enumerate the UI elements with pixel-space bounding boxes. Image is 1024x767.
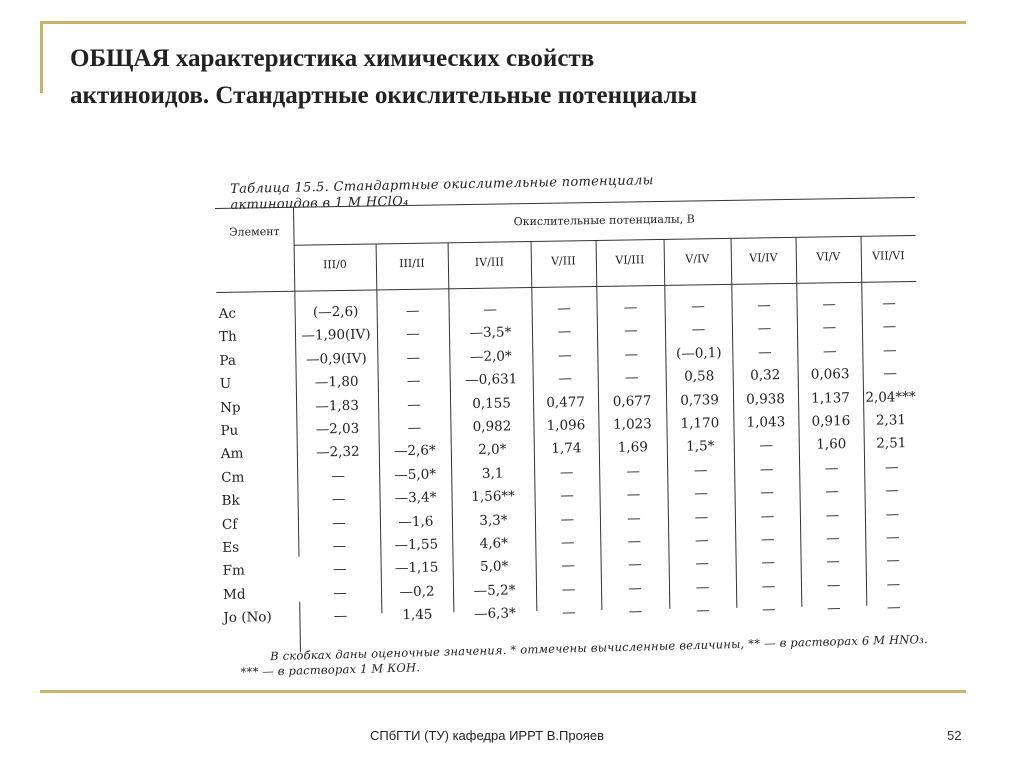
- potential-cell: —: [822, 319, 837, 336]
- potential-cell: —: [691, 321, 706, 338]
- page-number: 52: [947, 728, 962, 743]
- potential-cell: —: [883, 365, 898, 382]
- header-bottom-rule: [216, 281, 916, 293]
- potential-cell: —: [885, 505, 900, 523]
- element-name: Pa: [219, 352, 237, 369]
- potential-cell: —0,9(IV): [305, 350, 367, 368]
- potential-cell: 3,1: [481, 465, 504, 482]
- potential-cell: —: [886, 552, 900, 569]
- column-header: III/II: [399, 256, 425, 271]
- column-header: III/0: [322, 257, 347, 272]
- potential-cell: —2,6*: [393, 442, 436, 460]
- element-name: Th: [218, 329, 237, 346]
- potential-cell: —: [558, 370, 573, 387]
- frame-top-rule: [40, 21, 966, 24]
- potential-cell: —: [760, 484, 774, 501]
- potential-cell: —: [332, 514, 346, 531]
- potential-cell: 0,739: [680, 391, 720, 409]
- potential-cell: —2,03: [315, 420, 360, 438]
- potential-cell: —: [882, 342, 897, 359]
- potential-cell: —: [331, 467, 346, 484]
- potential-cell: 3,3*: [479, 512, 508, 529]
- potential-cell: —1,15: [394, 559, 439, 577]
- potential-cell: —: [561, 557, 576, 574]
- potential-cell: —: [824, 460, 839, 477]
- frame-left-rule: [40, 21, 43, 93]
- potentials-table: [215, 196, 962, 678]
- potential-cell: —5,0*: [394, 466, 437, 484]
- potential-cell: —: [760, 531, 775, 548]
- element-name: Md: [222, 586, 246, 603]
- element-name: U: [219, 375, 232, 393]
- potential-cell: 0,58: [684, 368, 715, 385]
- potential-cell: —: [826, 577, 841, 594]
- potential-cell: —: [407, 419, 422, 436]
- potential-cell: —: [560, 510, 575, 528]
- potential-cell: 0,155: [472, 394, 512, 412]
- potential-cell: —6,3*: [473, 605, 516, 623]
- potential-cell: —: [825, 530, 840, 547]
- element-name: Jo (No): [223, 609, 272, 627]
- potential-cell: —: [759, 437, 774, 454]
- potential-cell: —: [885, 482, 899, 499]
- potential-cell: —: [760, 507, 775, 525]
- potential-cell: 1,023: [613, 416, 652, 433]
- potential-cell: —: [624, 322, 638, 339]
- potential-cell: —: [557, 347, 572, 364]
- element-name: Es: [222, 539, 240, 556]
- potential-cell: 4,6*: [479, 535, 509, 552]
- potential-cell: 2,51: [876, 435, 907, 453]
- potential-cell: 0,938: [746, 390, 786, 408]
- scanned-table-image: [215, 173, 955, 693]
- potential-cell: 0,477: [546, 393, 586, 411]
- potential-cell: —: [696, 602, 710, 619]
- element-name: Cm: [221, 469, 245, 486]
- potential-cell: —1,83: [315, 397, 360, 415]
- potential-cell: —0,2: [399, 583, 435, 600]
- potential-cell: 1,043: [746, 414, 786, 431]
- group-header-rule: [294, 235, 916, 246]
- potential-cell: —: [886, 599, 901, 616]
- potential-cell: 1,56**: [471, 488, 515, 506]
- element-name: Ac: [218, 305, 237, 322]
- potential-cell: 1,74: [551, 440, 582, 458]
- potential-cell: —1,6: [398, 513, 434, 530]
- potential-cell: —: [560, 534, 575, 551]
- potential-cell: 2,31: [875, 412, 907, 429]
- potential-cell: —: [333, 608, 348, 625]
- potential-cell: 0,916: [811, 413, 851, 430]
- potential-cell: —: [761, 578, 776, 595]
- potential-cell: —: [693, 462, 708, 479]
- potential-cell: —: [695, 579, 710, 596]
- column-header: IV/III: [474, 255, 505, 269]
- potential-cell: —: [406, 349, 421, 366]
- potential-cell: 1,45: [402, 606, 433, 624]
- potential-cell: 1,5*: [686, 438, 715, 456]
- potential-cell: —: [826, 600, 841, 617]
- potential-cell: —1,55: [394, 536, 439, 554]
- potential-cell: —3,4*: [394, 489, 437, 507]
- potential-cell: —: [695, 555, 710, 572]
- slide-title-line2: актиноидов. Стандартные окислительные потенциалы: [70, 82, 698, 109]
- potential-cell: —: [694, 532, 709, 549]
- potential-cell: 2,0*: [478, 441, 507, 459]
- potential-cell: (—2,6): [312, 303, 359, 321]
- potential-cell: —1,90(IV): [301, 326, 371, 345]
- potential-cell: —: [885, 529, 900, 546]
- potential-cell: —: [559, 464, 574, 481]
- element-name: Np: [220, 399, 241, 416]
- element-name: Fm: [222, 562, 246, 580]
- column-header: VI/III: [615, 253, 645, 267]
- potential-cell: —: [825, 506, 840, 524]
- potential-cell: —: [825, 483, 839, 500]
- potential-cell: —: [822, 343, 837, 360]
- potential-cell: 0,32: [750, 367, 781, 384]
- potential-cell: —: [822, 296, 836, 313]
- potential-cell: —: [331, 491, 346, 508]
- potential-cell: —: [882, 295, 896, 312]
- potential-cell: 5,0*: [479, 558, 509, 576]
- potential-cell: —: [560, 487, 574, 504]
- element-name: Pu: [220, 422, 239, 439]
- potential-cell: —: [691, 298, 705, 315]
- potential-cell: —: [561, 581, 576, 598]
- potential-cell: —: [624, 346, 639, 363]
- slide-title: [70, 40, 950, 114]
- group-header: Окислительные потенциалы, В: [513, 212, 695, 229]
- potential-cell: 1,170: [680, 415, 720, 432]
- column-header: VII/VI: [871, 249, 905, 263]
- potential-cell: —: [557, 300, 571, 317]
- column-header: V/III: [550, 254, 576, 268]
- potential-cell: —: [628, 580, 642, 597]
- potential-cell: —2,32: [315, 444, 360, 461]
- potential-cell: 0,677: [612, 392, 652, 410]
- potential-cell: —: [626, 463, 641, 480]
- potential-cell: —: [405, 302, 420, 320]
- potential-cell: —: [757, 320, 772, 337]
- footer-text: СПбГТИ (ТУ) кафедра ИРРТ В.Прояев: [370, 728, 604, 743]
- element-name: Cf: [221, 516, 238, 533]
- potential-cell: —0,631: [465, 371, 518, 389]
- element-name: Bk: [221, 492, 240, 510]
- potential-cell: —: [694, 485, 708, 502]
- element-header: Элемент: [229, 224, 280, 239]
- potential-cell: —: [624, 369, 639, 386]
- potential-cell: —: [626, 486, 641, 503]
- potential-cell: —1,80: [314, 373, 359, 391]
- potential-cell: —: [694, 508, 709, 526]
- column-header: VI/V: [816, 250, 841, 264]
- potential-cell: —: [332, 561, 347, 578]
- table-footnote: В скобках даны оценочные значения. * отмечены вычисленные величины, ** — в растворах 6 М HNO₃. *** — в растворах 1 М КОН.: [240, 631, 929, 679]
- column-header: VI/IV: [749, 251, 778, 265]
- potential-cell: —: [483, 301, 498, 318]
- potential-cell: —: [762, 601, 776, 618]
- potential-cell: —: [627, 533, 642, 550]
- potential-cell: —: [627, 509, 641, 527]
- potential-cell: —: [757, 297, 771, 314]
- potential-cell: —5,2*: [473, 582, 516, 599]
- potential-cell: 1,096: [546, 417, 586, 434]
- potential-cell: —: [332, 537, 347, 555]
- potential-cell: (—0,1): [675, 344, 722, 362]
- element-name: Am: [220, 445, 244, 463]
- potential-cell: —: [407, 396, 421, 413]
- potential-cell: 0,982: [472, 418, 512, 435]
- potential-cell: —: [406, 326, 420, 343]
- column-header: V/IV: [685, 252, 710, 266]
- potential-cell: —: [884, 459, 899, 476]
- potential-cell: 1,137: [811, 389, 851, 407]
- potential-cell: 1,60: [816, 436, 847, 453]
- slide-title-line1: ОБЩАЯ характеристика химических свойств: [70, 45, 595, 72]
- potential-cell: 0,063: [810, 366, 850, 383]
- potential-cell: —: [406, 372, 421, 390]
- potential-cell: —: [886, 576, 901, 593]
- potential-cell: —: [627, 556, 642, 573]
- potential-cell: —: [557, 323, 572, 341]
- potential-cell: —2,0*: [469, 348, 512, 365]
- potential-cell: —: [562, 604, 576, 621]
- potential-cell: —: [826, 553, 841, 570]
- table-caption-line1: Таблица 15.5. Стандартные окислительные потенциалы: [230, 173, 654, 197]
- potential-cell: —: [761, 554, 776, 571]
- potential-cell: —: [623, 299, 638, 316]
- potential-cell: —: [333, 584, 347, 601]
- potential-cell: —: [757, 344, 772, 361]
- potential-cell: 1,69: [617, 439, 648, 457]
- potential-cell: —: [759, 461, 774, 478]
- potential-cell: —: [882, 318, 897, 335]
- table-caption-line2: актиноидов в 1 М HClO₄: [230, 194, 409, 213]
- potential-cell: —: [628, 603, 643, 620]
- potential-cell: 2,04***: [865, 388, 916, 406]
- potential-cell: —3,5*: [469, 324, 512, 342]
